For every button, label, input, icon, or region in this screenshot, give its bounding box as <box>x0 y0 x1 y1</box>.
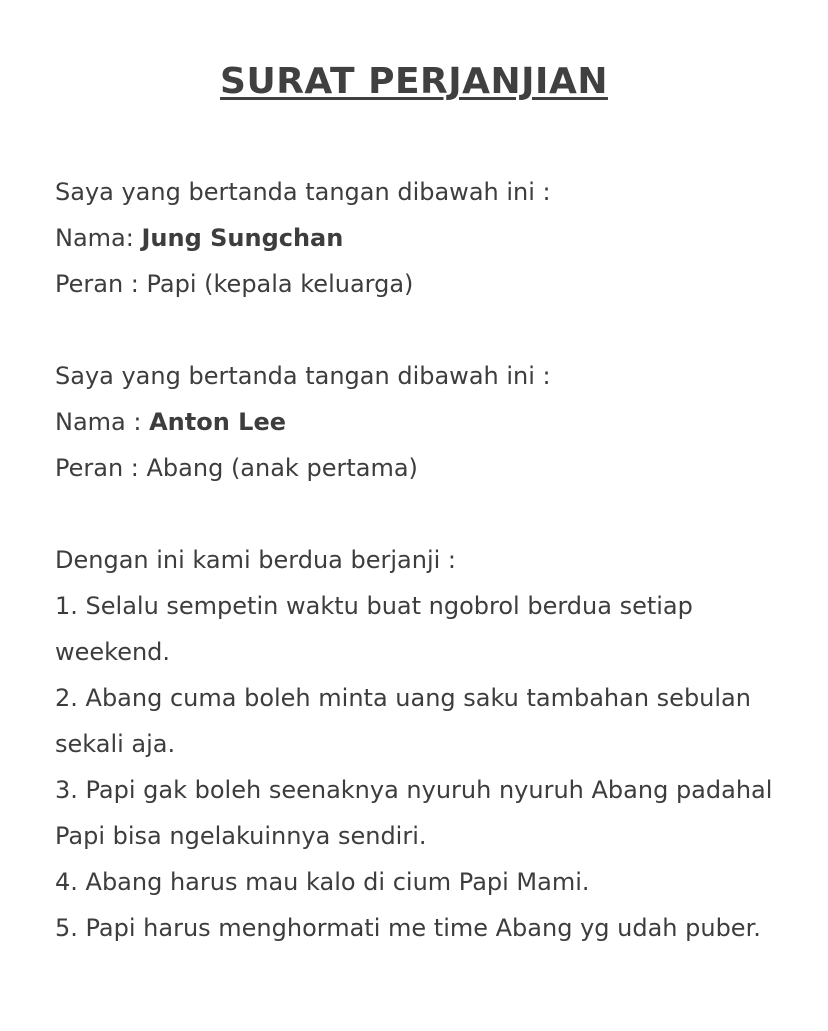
party2-role: Peran : Abang (anak pertama) <box>55 454 418 482</box>
agreement-item-5: 5. Papi harus menghormati me time Abang yg udah puber. <box>55 914 761 942</box>
agreement-item-4: 4. Abang harus mau kalo di cium Papi Mami. <box>55 868 590 896</box>
agreement-item-2: 2. Abang cuma boleh minta uang saku tambahan sebulan sekali aja. <box>55 684 751 758</box>
party2-name-value: Anton Lee <box>149 408 287 436</box>
party1-role: Peran : Papi (kepala keluarga) <box>55 270 414 298</box>
spacer <box>55 307 785 353</box>
party1-name-value: Jung Sungchan <box>141 224 344 252</box>
document-body <box>55 169 785 951</box>
document-title: SURAT PERJANJIAN <box>220 61 608 102</box>
agreement-item-1: 1. Selalu sempetin waktu buat ngobrol berdua setiap weekend. <box>55 592 693 666</box>
agreement-intro: Dengan ini kami berdua berjanji : <box>55 546 457 574</box>
party2-intro: Saya yang bertanda tangan dibawah ini : <box>55 362 551 390</box>
party1-intro: Saya yang bertanda tangan dibawah ini : <box>55 178 551 206</box>
party1-name-label: Nama: <box>55 224 142 252</box>
party1-name-line <box>55 215 785 261</box>
spacer <box>55 491 785 537</box>
party2-name-label: Nama : <box>55 408 150 436</box>
party2-name-line <box>55 399 785 445</box>
agreement-item-3: 3. Papi gak boleh seenaknya nyuruh nyuruh Abang padahal Papi bisa ngelakuinnya sendiri. <box>55 776 773 850</box>
